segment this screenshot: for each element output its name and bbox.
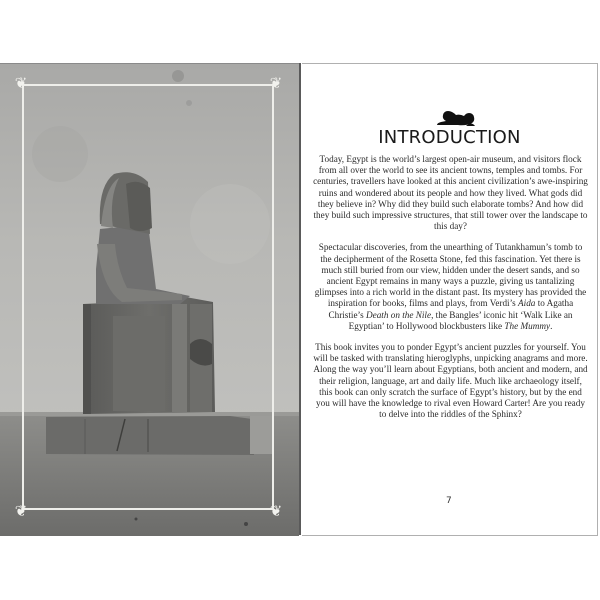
paragraph-2-text: Spectacular discoveries, from the unearthing of Tutankhamun’s tomb to the decipherment of the Rosetta Stone, fed this fascination. Yet there is much still buried from our view, hidden under the desert sands, and so ancient Egypt remains in many ways a puzzle, giving us tantalizing glimpses into a rich world in the distant past. Its mystery has provided the inspiration for books, films and plays, from Verdi’s [314,242,587,309]
paragraph-2 [312,242,589,332]
book-gutter [299,63,301,535]
paragraph-3: This book invites you to ponder Egypt’s ancient puzzles for yourself. You will be tasked with translating hieroglyphs, unpicking anagrams and more. Along the way you’ll learn about Egyptians, both ancient and modern, and their religion, language, art and daily life. Much like archaeology itself, this book can only scratch the surface of Egypt’s history, but by the end you will have the knowledge to rival even Howard Carter! Are you ready to delve into the riddles of the Sphinx? [313,342,588,420]
corner-ornament-icon: ❦ [14,74,28,92]
book-spread [0,63,598,535]
page-number: 7 [446,496,452,506]
introduction-body [312,154,589,430]
title-the-mummy: The Mummy [504,320,551,331]
corner-ornament-icon: ❦ [14,502,28,520]
sphinx-icon [436,109,476,127]
page-title: INTRODUCTION [378,127,521,148]
corner-ornament-icon: ❦ [269,74,283,92]
title-death-on-the-nile: Death on the Nile [366,309,432,320]
paragraph-2-text: . [550,320,553,331]
statue-photograph [0,64,299,536]
right-page [302,63,598,536]
paragraph-1: Today, Egypt is the world’s largest open-air museum, and visitors flock from all over the world to see its ancient towns, temples and tombs. For centuries, travellers have looked at this ancient civilization’s awe-inspiring ruins and wondered about its people and how they lived. What gods did they believe in? Why did they build such elaborate tombs? And how did they build such impressive structures, that still tower over the landscape to this day? [313,154,588,232]
title-aida: Aida [518,298,536,309]
paragraph-2-text: , the Bangles’ iconic hit ‘Walk Like an Egyptian’ to Hollywood blockbusters like [348,309,573,331]
left-page-photograph [0,63,299,536]
corner-ornament-icon: ❦ [269,502,283,520]
paragraph-2-text: to Agatha Christie’s [328,298,574,320]
